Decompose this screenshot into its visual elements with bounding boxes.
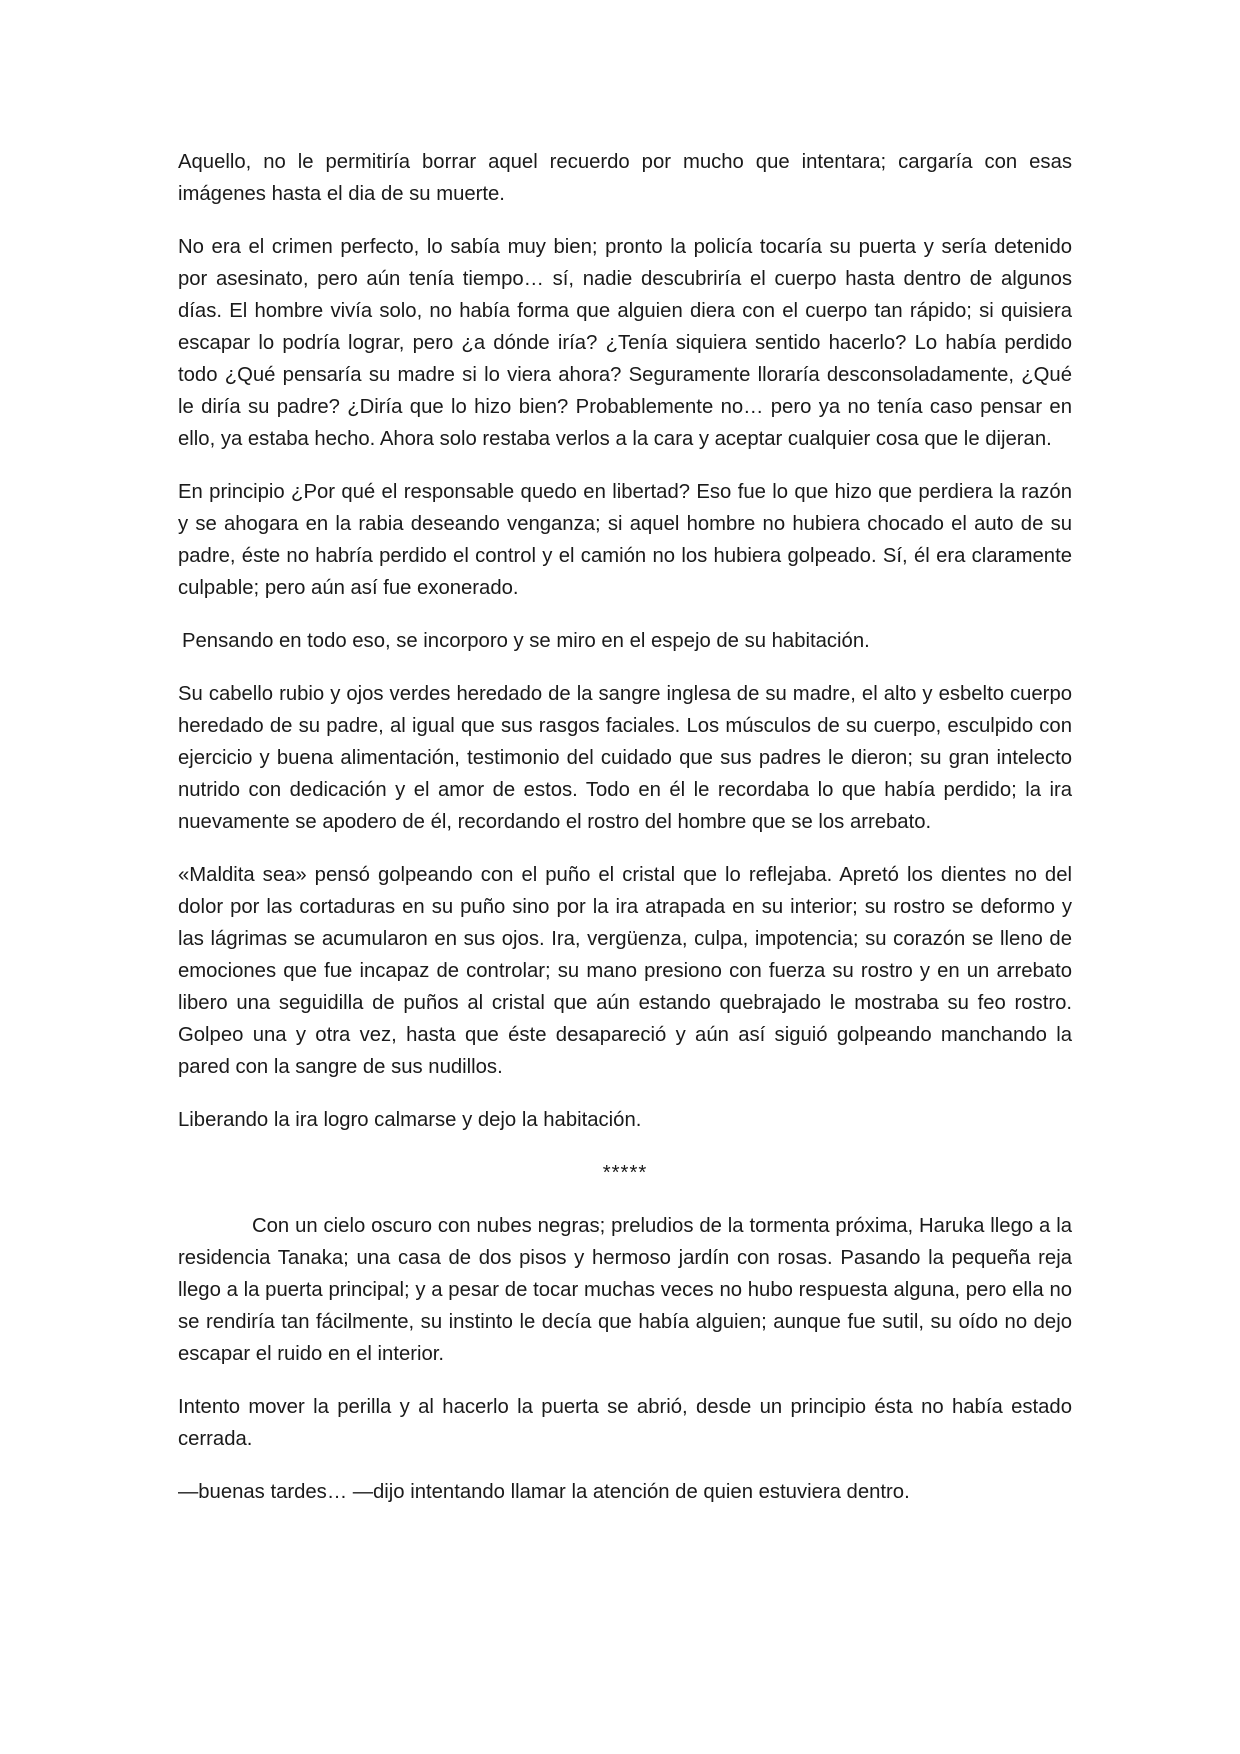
paragraph-1: Aquello, no le permitiría borrar aquel recuerdo por mucho que intentara; cargaría con esas imágenes hasta el dia de su muerte. bbox=[178, 151, 1072, 205]
paragraph-8: Con un cielo oscuro con nubes negras; preludios de la tormenta próxima, Haruka llego a la residencia Tanaka; una casa de dos pisos y hermoso jardín con rosas. Pasando la pequeña reja llego a la puerta principal; y a pesar de tocar muchas veces no hubo respuesta alguna, pero ella no se rendiría tan fácilmente, su instinto le decía que había alguien; aunque fue sutil, su oído no dejo escapar el ruido en el interior. bbox=[178, 1215, 1072, 1365]
paragraph-5: Su cabello rubio y ojos verdes heredado de la sangre inglesa de su madre, el alto y esbelto cuerpo heredado de su padre, al igual que sus rasgos faciales. Los músculos de su cuerpo, esculpido con ejercicio y buena alimentación, testimonio del cuidado que sus padres le dieron; su gran intelecto nutrido con dedicación y el amor de estos. Todo en él le recordaba lo que había perdido; la ira nuevamente se apodero de él, recordando el rostro del hombre que se los arrebato. bbox=[178, 683, 1072, 833]
paragraph-9: Intento mover la perilla y al hacerlo la puerta se abrió, desde un principio ésta no había estado cerrada. bbox=[178, 1396, 1072, 1450]
paragraph-7: Liberando la ira logro calmarse y dejo la habitación. bbox=[178, 1109, 642, 1131]
document-page bbox=[178, 146, 1072, 1529]
paragraph-4: Pensando en todo eso, se incorporo y se miro en el espejo de su habitación. bbox=[182, 630, 870, 652]
paragraph-3: En principio ¿Por qué el responsable quedo en libertad? Eso fue lo que hizo que perdiera la razón y se ahogara en la rabia deseando venganza; si aquel hombre no hubiera chocado el auto de su padre, éste no habría perdido el control y el camión no los hubiera golpeado. Sí, él era claramente culpable; pero aún así fue exonerado. bbox=[178, 481, 1072, 599]
paragraph-2: No era el crimen perfecto, lo sabía muy bien; pronto la policía tocaría su puerta y sería detenido por asesinato, pero aún tenía tiempo… sí, nadie descubriría el cuerpo hasta dentro de algunos días. El hombre vivía solo, no había forma que alguien diera con el cuerpo tan rápido; si quisiera escapar lo podría lograr, pero ¿a dónde iría? ¿Tenía siquiera sentido hacerlo? Lo había perdido todo ¿Qué pensaría su madre si lo viera ahora? Seguramente lloraría desconsoladamente, ¿Qué le diría su padre? ¿Diría que lo hizo bien? Probablemente no… pero ya no tenía caso pensar en ello, ya estaba hecho. Ahora solo restaba verlos a la cara y aceptar cualquier cosa que le dijeran. bbox=[178, 236, 1072, 450]
paragraph-6: «Maldita sea» pensó golpeando con el puño el cristal que lo reflejaba. Apretó los dientes no del dolor por las cortaduras en su puño sino por la ira atrapada en su interior; su rostro se deformo y las lágrimas se acumularon en sus ojos. Ira, vergüenza, culpa, impotencia; su corazón se lleno de emociones que fue incapaz de controlar; su mano presiono con fuerza su rostro y en un arrebato libero una seguidilla de puños al cristal que aún estando quebrajado le mostraba su feo rostro. Golpeo una y otra vez, hasta que éste desapareció y aún así siguió golpeando manchando la pared con la sangre de sus nudillos. bbox=[178, 864, 1072, 1078]
scene-separator: ***** bbox=[602, 1162, 648, 1184]
paragraph-10: —buenas tardes… —dijo intentando llamar la atención de quien estuviera dentro. bbox=[178, 1481, 910, 1503]
